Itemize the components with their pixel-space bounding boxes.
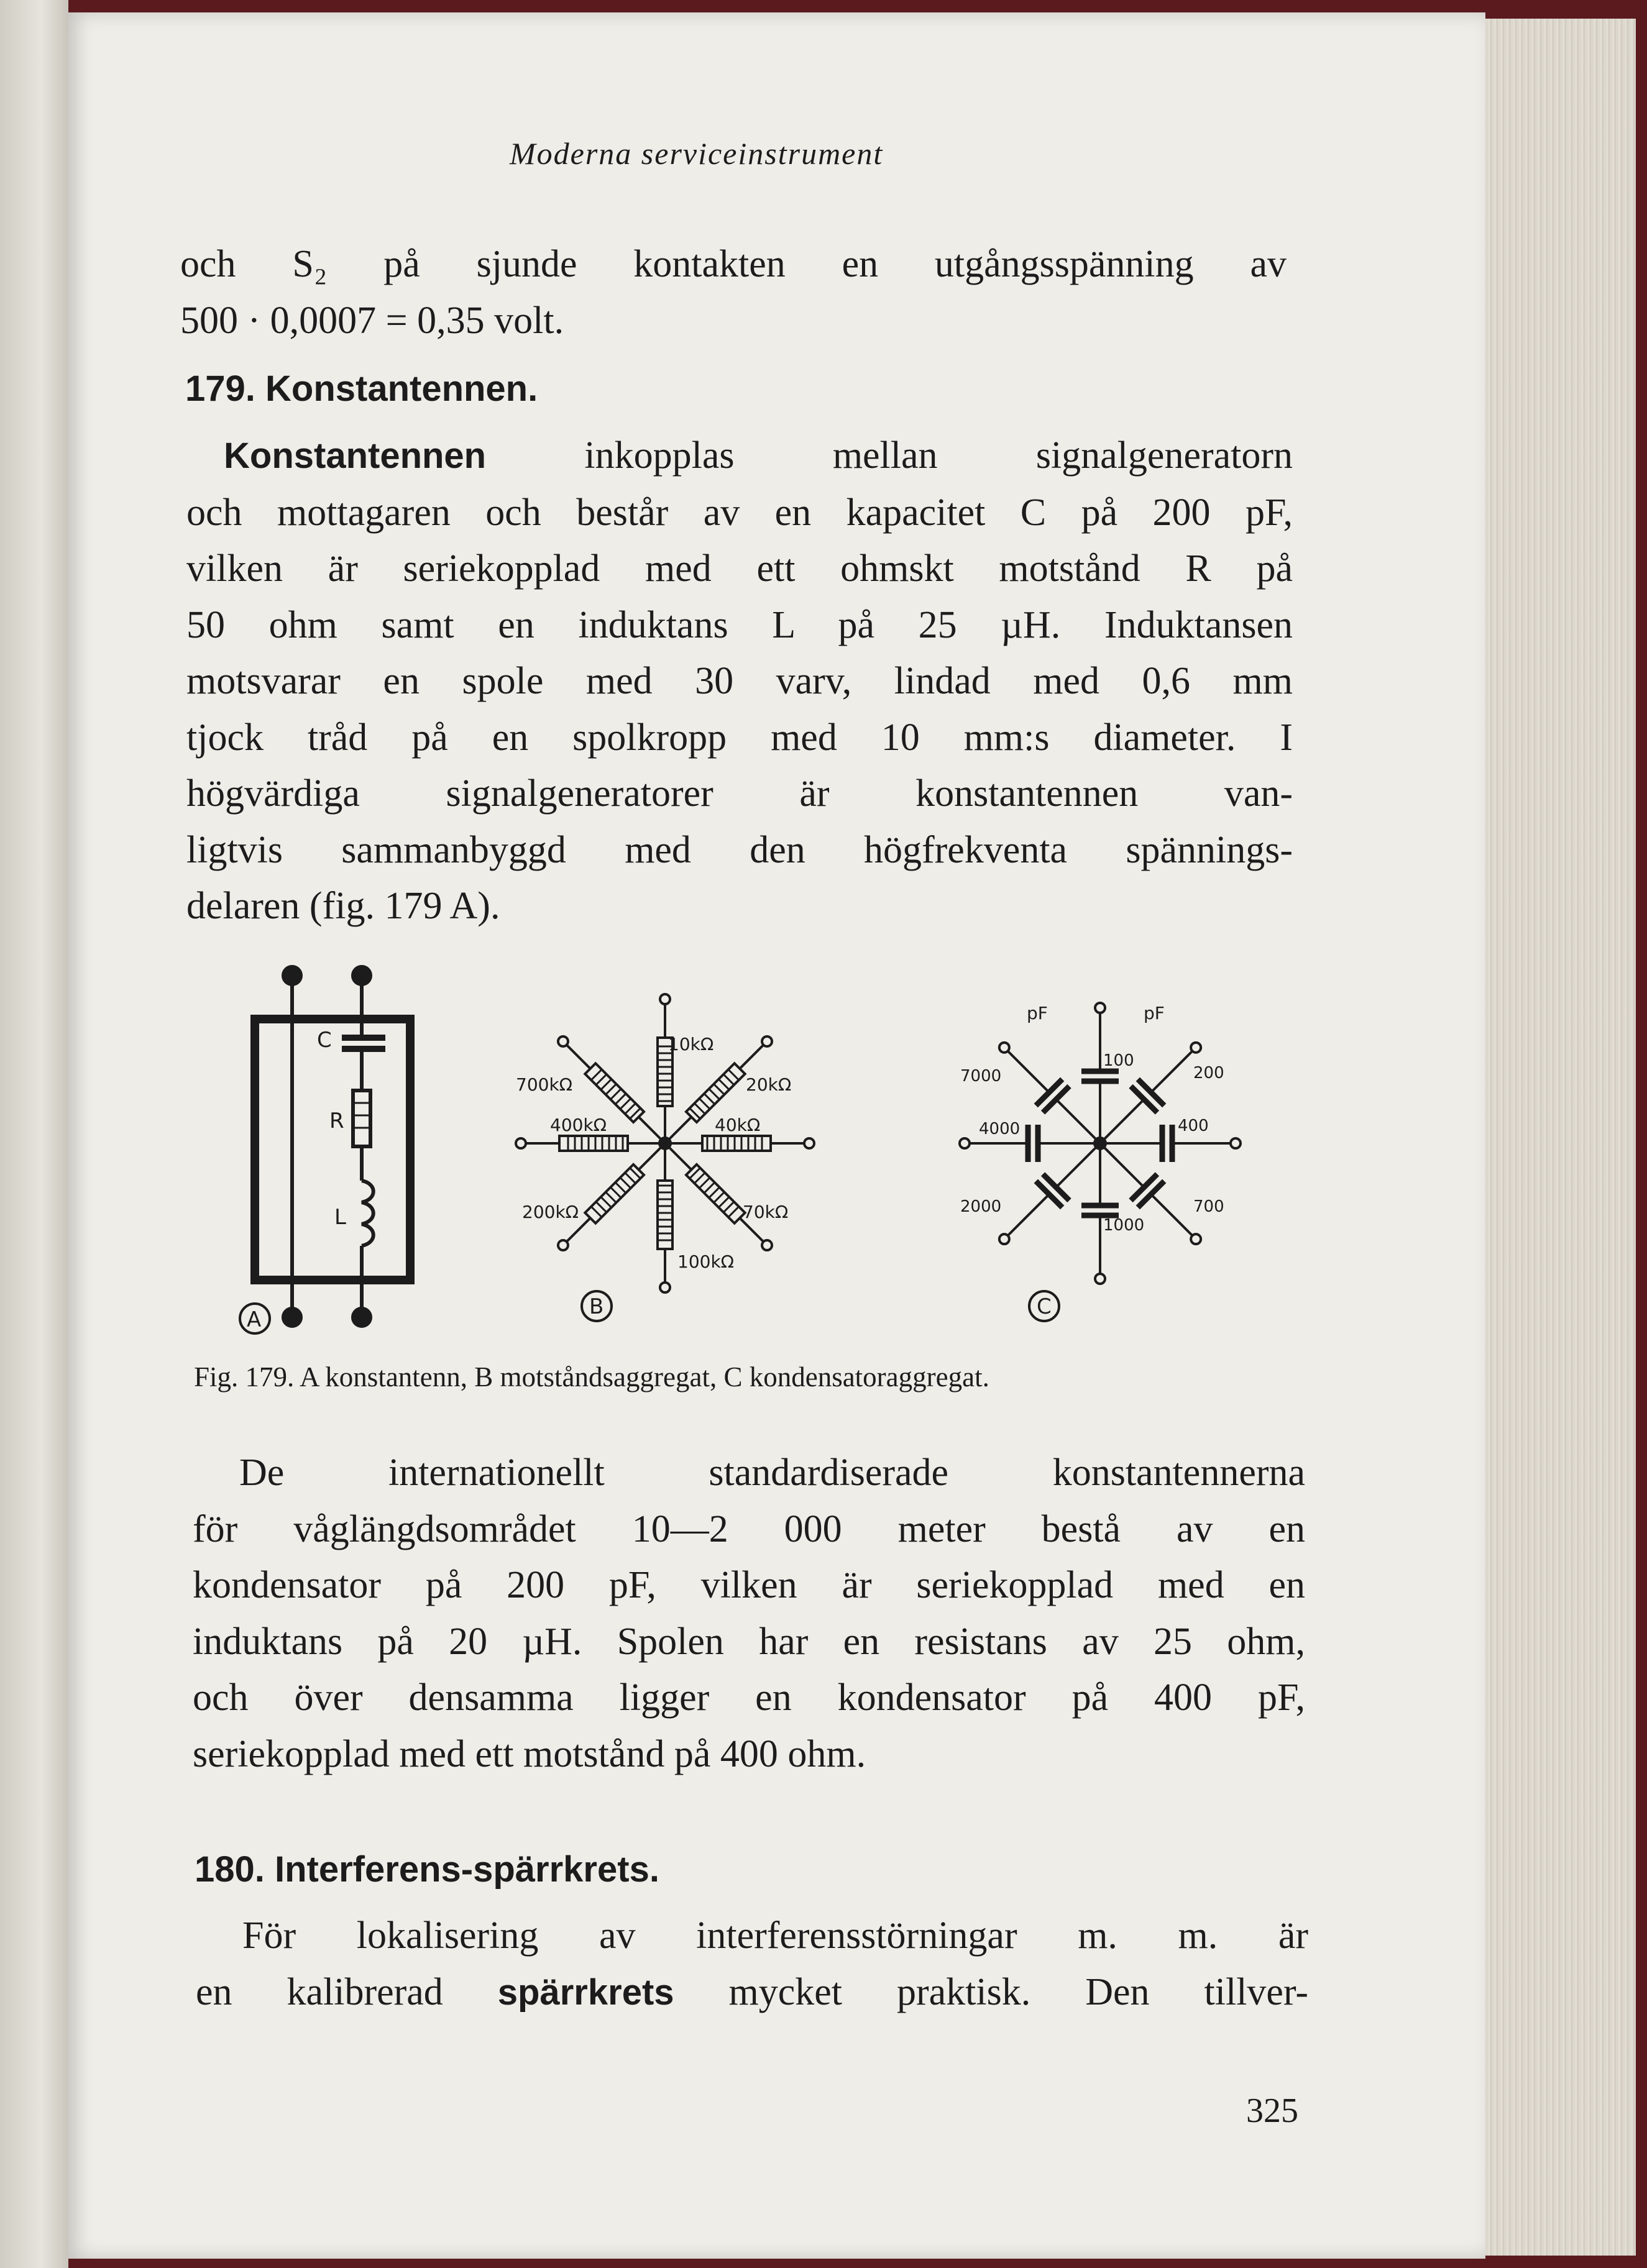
label-70k: 70kΩ — [743, 1202, 789, 1222]
text-line: ligtvis sammanbyggd med den högfrekventa spännings- — [186, 828, 1293, 871]
resistor-spoke — [554, 1138, 671, 1255]
text-line: kondensator på 200 pF, vilken är seriekopplad med en — [193, 1564, 1305, 1606]
unit-pf-left: pF — [1027, 1003, 1048, 1023]
resistor-spoke — [516, 1136, 665, 1151]
text-line: 50 ohm samt en induktans L på 25 µH. Induktansen — [186, 603, 1293, 646]
label-7000: 7000 — [960, 1067, 1002, 1086]
label-10k: 10kΩ — [668, 1034, 714, 1054]
text-line: induktans på 20 µH. Spolen har en resistans av 25 ohm, — [193, 1620, 1305, 1663]
figure-a-dummy-antenna — [240, 967, 410, 1333]
capacitor-spoke — [1100, 1125, 1241, 1162]
capacitor-spoke — [988, 1130, 1113, 1256]
text-line: delaren (fig. 179 A). — [186, 885, 500, 927]
resistor-spoke — [658, 1143, 672, 1292]
label-r: R — [329, 1109, 344, 1133]
section-heading-179: 179. Konstantennen. — [185, 368, 538, 409]
label-2000: 2000 — [960, 1197, 1002, 1216]
resistor-spoke — [660, 1138, 776, 1255]
section-heading-180: 180. Interferens-spärrkrets. — [195, 1849, 659, 1890]
text-line: De internationellt standardiserade konstantennerna — [239, 1452, 1305, 1494]
text-line: och S₂ på sjunde kontakten en utgångsspänning av — [180, 243, 1287, 285]
text-line: För lokalisering av interferensstörningar m. m. är — [242, 1914, 1308, 1957]
label-4000: 4000 — [979, 1120, 1021, 1138]
label-l: L — [334, 1205, 346, 1230]
capacitor-spoke — [1081, 1003, 1119, 1143]
resistor-spoke — [658, 994, 672, 1143]
text-line: motsvarar en spole med 30 varv, lindad med 0,6 mm — [186, 660, 1293, 702]
label-400k: 400kΩ — [550, 1115, 607, 1135]
label-400: 400 — [1178, 1117, 1209, 1135]
resistor-spoke — [665, 1136, 814, 1151]
running-head: Moderna serviceinstrument — [510, 136, 884, 171]
page-stack-edge — [1479, 19, 1636, 2256]
paragraph-standard-antennas — [193, 1445, 1305, 1782]
text-line: 500 · 0,0007 = 0,35 volt. — [180, 299, 564, 342]
figure-b-resistor-bank — [516, 994, 814, 1321]
figure-179 — [230, 951, 1287, 1336]
figure-caption: Fig. 179. A konstantenn, B motståndsaggregat, C kondensatoraggregat. — [194, 1361, 989, 1392]
text-line: seriekopplad med ett motstånd på 400 ohm. — [193, 1732, 866, 1775]
label-40k: 40kΩ — [715, 1115, 761, 1135]
text-line: Konstantennen inkopplas mellan signalgeneratorn — [224, 434, 1293, 477]
paragraph-intro — [180, 236, 1287, 349]
text-line: en kalibrerad spärrkrets mycket praktisk. Den tillver- — [196, 1970, 1308, 2013]
text-line: vilken är seriekopplad med ett ohmskt motstånd R på — [186, 547, 1293, 590]
capacitor-spoke — [1081, 1143, 1119, 1284]
paragraph-interferens — [196, 1908, 1308, 2021]
label-700: 700 — [1193, 1197, 1224, 1216]
term-konstantennen: Konstantennen — [224, 436, 487, 476]
label-200k: 200kΩ — [522, 1202, 579, 1222]
panel-label-a: A — [247, 1307, 262, 1332]
panel-label-b: B — [589, 1294, 604, 1319]
label-200: 200 — [1193, 1064, 1224, 1082]
text-line: och över densamma ligger en kondensator på 400 pF, — [193, 1676, 1305, 1719]
label-c: C — [317, 1028, 332, 1053]
label-100: 100 — [1103, 1051, 1134, 1070]
text-line: och mottagaren och består av en kapacitet C på 200 pF, — [186, 491, 1293, 534]
text-line: högvärdiga signalgeneratorer är konstantennen van- — [186, 772, 1293, 815]
capacitor-spoke — [1087, 1130, 1213, 1256]
panel-label-c: C — [1037, 1294, 1052, 1319]
paragraph-konstantennen — [186, 428, 1293, 935]
label-100k: 100kΩ — [677, 1251, 735, 1272]
text-line: tjock tråd på en spolkropp med 10 mm:s diameter. I — [186, 716, 1293, 759]
term-sparrkrets: spärrkrets — [497, 1972, 674, 2013]
label-700k: 700kΩ — [516, 1074, 573, 1095]
label-20k: 20kΩ — [746, 1074, 792, 1095]
capacitor-spoke — [1087, 1031, 1213, 1156]
page-number: 325 — [1246, 2092, 1298, 2130]
unit-pf-right: pF — [1144, 1003, 1165, 1023]
text-line: för våglängdsområdet 10—2 000 meter bestå av en — [193, 1507, 1305, 1550]
label-1000: 1000 — [1103, 1216, 1145, 1235]
facing-page-edge — [0, 0, 68, 2268]
figure-c-capacitor-bank — [960, 1003, 1241, 1321]
